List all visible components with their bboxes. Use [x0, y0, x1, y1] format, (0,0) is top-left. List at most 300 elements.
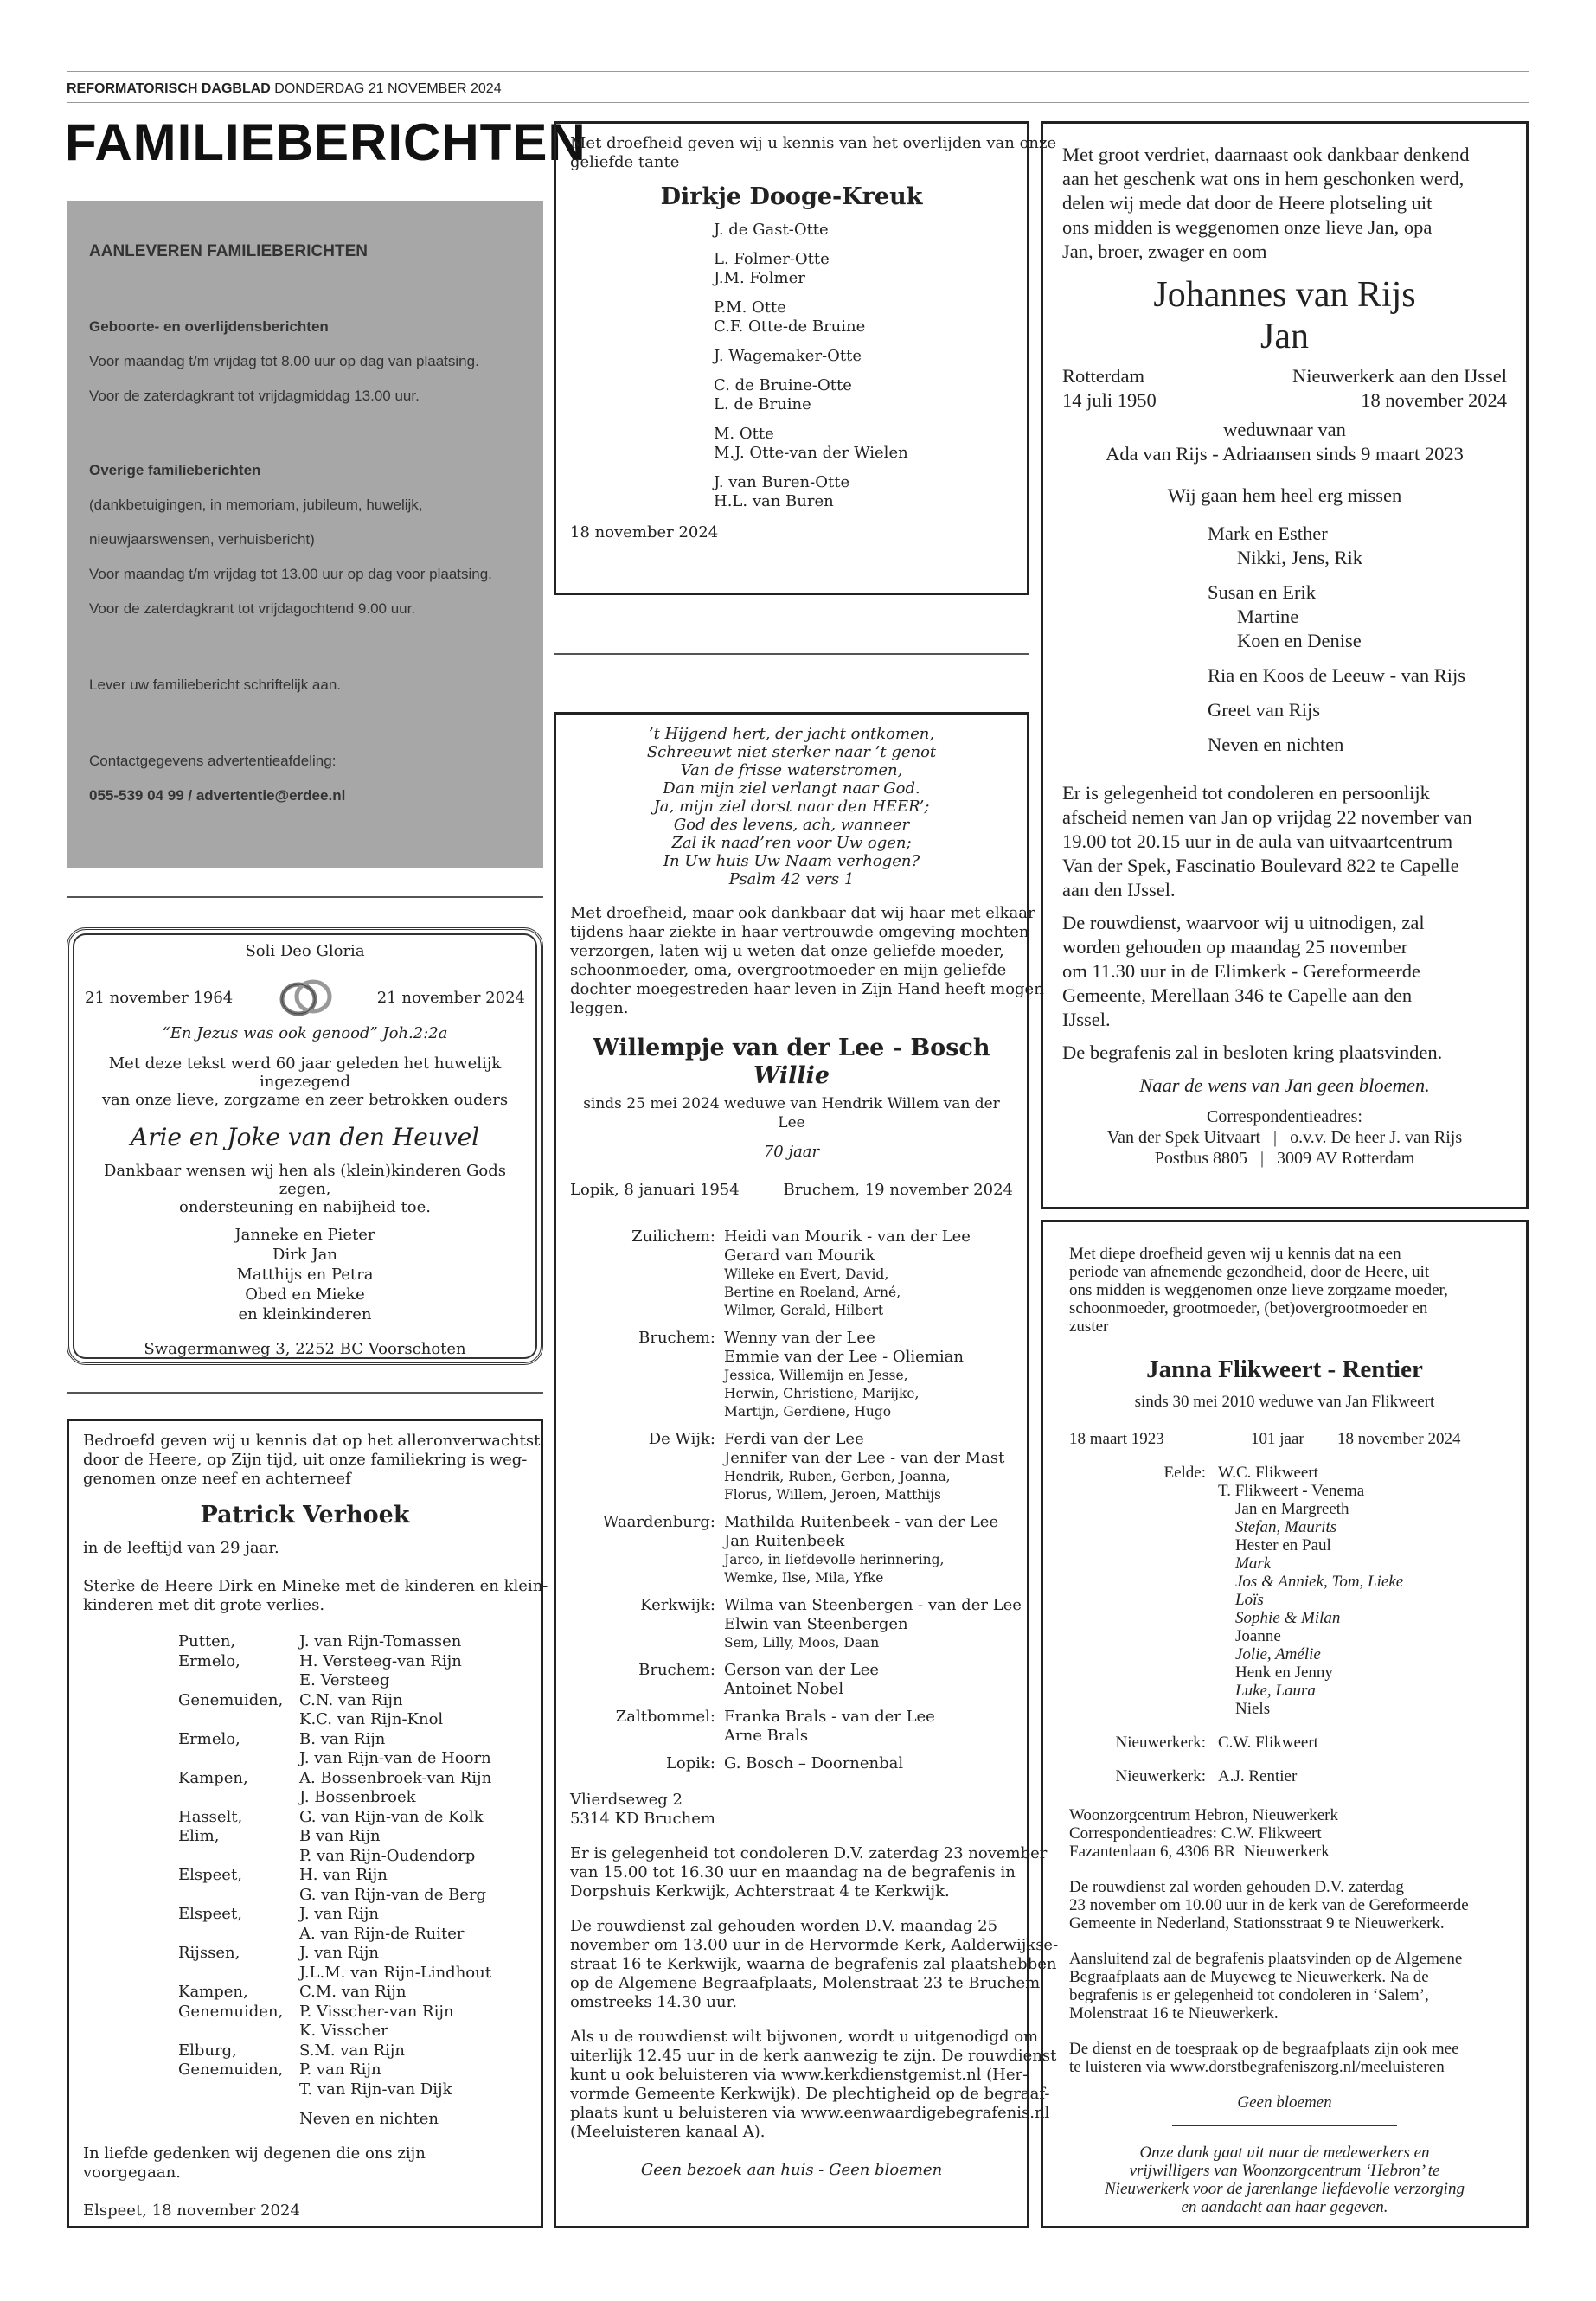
service-line: De rouwdienst zal gehouden worden D.V. maandag 25	[570, 1917, 998, 1935]
janna-eelde-label: Eelde:	[1163, 1464, 1206, 1482]
janna-widow: sinds 30 mei 2010 weduwe van Jan Flikweert	[1134, 1393, 1435, 1411]
online-line: (Meeluisteren kanaal A).	[570, 2123, 766, 2141]
service-line: op de Algemene Begraafplaats, Molenstraat 23 te Bruchem	[570, 1974, 1041, 1992]
anniversary-family-5: en kleinkinderen	[238, 1305, 372, 1324]
patrick-intro-1: Bedroefd geven wij u kennis dat op het alleronverwachtst	[83, 1432, 541, 1450]
jan-widower-1: weduwnaar van	[1223, 419, 1346, 440]
service-line: november om 13.00 uur in de Hervormde Kerk, Aalderwijkse-	[570, 1936, 1059, 1954]
patrick-relative: J. van Rijn	[299, 1944, 379, 1962]
patrick-nephews: Neven en nichten	[299, 2110, 439, 2128]
dirkje-family-group	[714, 221, 1013, 240]
willie-address-2: 5314 KD Bruchem	[570, 1810, 715, 1828]
jan-relative: Ria en Koos de Leeuw - van Rijs	[1208, 664, 1466, 686]
patrick-relative: J.L.M. van Rijn-Lindhout	[299, 1963, 491, 1982]
patrick-place	[178, 1964, 299, 1984]
dirkje-family-group	[714, 473, 1013, 511]
willie-psalm	[570, 725, 1013, 888]
condole-line: Er is gelegenheid tot condoleren en persoonlijk	[1062, 782, 1430, 804]
anniversary-family-4: Obed en Mieke	[245, 1285, 365, 1304]
janna-relative: Joanne	[1235, 1627, 1281, 1645]
jan-family-group	[1208, 733, 1507, 757]
willie-grandchildren: Florus, Willem, Jeroen, Matthijs	[724, 1487, 941, 1503]
jan-miss: Wij gaan hem heel erg missen	[1167, 484, 1402, 506]
willie-relative: Emmie van der Lee - Oliemian	[724, 1348, 964, 1366]
header-rule	[67, 71, 1529, 72]
service-line: straat 16 te Kerkwijk, waarna de begrafenis zal plaatshebben	[570, 1955, 1057, 1973]
jan-flowers: Naar de wens van Jan geen bloemen.	[1139, 1074, 1430, 1096]
janna-burial	[1069, 1950, 1500, 2022]
intro-line: schoonmoeder, grootmoeder, (bet)overgrootmoeder en	[1069, 1299, 1428, 1317]
online-line: De dienst en de toespraak op de begraafplaats zijn ook mee	[1069, 2040, 1459, 2058]
patrick-family-list	[178, 1632, 527, 2099]
jan-family-group	[1208, 522, 1507, 570]
willie-grandchildren: Bertine en Roeland, Arné,	[724, 1285, 901, 1300]
online-line: vormde Gemeente Kerkwijk). De plechtigheid op de begraaf-	[570, 2085, 1050, 2103]
patrick-place	[178, 1847, 299, 1867]
janna-relative: Henk en Jenny	[1235, 1663, 1333, 1682]
willie-family-place: Bruchem:	[638, 1329, 715, 1347]
thanks-line: Onze dank gaat uit naar de medewerkers en	[1139, 2144, 1430, 2162]
janna-relative: Stefan, Maurits	[1235, 1518, 1337, 1536]
jan-family-group	[1208, 663, 1507, 688]
willie-family-place: Bruchem:	[638, 1661, 715, 1679]
service-line: De rouwdienst zal worden gehouden D.V. zaterdag	[1069, 1878, 1404, 1896]
willie-grandchildren: Wilmer, Gerald, Hilbert	[724, 1303, 884, 1318]
dirkje-family-list	[714, 221, 1013, 511]
header-date: DONDERDAG 21 NOVEMBER 2024	[274, 81, 502, 96]
jan-corr-2: Postbus 8805 | 3009 AV Rotterdam	[1154, 1149, 1415, 1168]
janna-relative: W.C. Flikweert	[1218, 1464, 1318, 1482]
willie-relative: Wilma van Steenbergen - van der Lee	[724, 1596, 1022, 1614]
jan-died-date: 18 november 2024	[1361, 389, 1507, 411]
patrick-memory: In liefde gedenken wij degenen die ons zijn voorgegaan.	[83, 2144, 426, 2182]
dirkje-family-group	[714, 298, 1013, 336]
willie-relative: Antoinet Nobel	[724, 1680, 844, 1698]
service-line: De rouwdienst, waarvoor wij u uitnodigen, zal	[1062, 912, 1425, 933]
patrick-relative: A. Bossenbroek-van Rijn	[299, 1768, 492, 1787]
dirkje-notice	[554, 121, 1057, 595]
patrick-place: Putten,	[178, 1632, 236, 1650]
info-birth-line2: Voor de zaterdagkrant tot vrijdagmiddag 13.00 uur.	[89, 388, 420, 404]
patrick-relative: H. Versteeg-van Rijn	[299, 1651, 462, 1670]
willie-family-place: Lopik:	[665, 1754, 715, 1772]
service-line: om 11.30 uur in de Elimkerk - Gereformeerde	[1062, 960, 1421, 982]
anniversary-date-left: 21 november 1964	[85, 988, 234, 1007]
condole-line: afscheid nemen van Jan op vrijdag 22 november van	[1062, 806, 1472, 828]
anniversary-notice	[67, 927, 543, 1365]
jan-relative: Greet van Rijs	[1208, 699, 1320, 721]
willie-family-group	[570, 1754, 1013, 1773]
thanks-line: en aandacht aan haar gegeven.	[1181, 2198, 1388, 2216]
condole-line: aan den IJssel.	[1062, 879, 1176, 901]
anniversary-names: Arie en Joke van den Heuvel	[130, 1123, 480, 1151]
header-rule-2	[67, 102, 1529, 103]
willie-grandchildren: Hendrik, Ruben, Gerben, Joanna,	[724, 1469, 951, 1484]
willie-family-group	[570, 1329, 1013, 1421]
willie-relative: Franka Brals - van der Lee	[724, 1708, 935, 1726]
patrick-place	[178, 2022, 299, 2041]
patrick-place-date: Elspeet, 18 november 2024	[83, 2202, 300, 2220]
dirkje-family-group	[714, 425, 1013, 463]
patrick-relative: J. van Rijn-Tomassen	[299, 1632, 462, 1650]
dirkje-intro-1: Met droefheid geven wij u kennis van het overlijden van onze	[570, 134, 1057, 152]
psalm-line: Schreeuwt niet sterker naar ’t genot	[646, 743, 937, 761]
willie-family-place: Kerkwijk:	[640, 1596, 715, 1614]
patrick-place: Elspeet,	[178, 1866, 242, 1884]
online-line: te luisteren via www.dorstbegrafeniszorg.nl/meeluisteren	[1069, 2058, 1445, 2076]
willie-grandchildren: Wemke, Ilse, Mila, Yfke	[724, 1570, 884, 1586]
janna-nk2: A.J. Rentier	[1218, 1767, 1298, 1785]
intro-line: delen wij mede dat door de Heere plotseling uit	[1062, 192, 1433, 214]
jan-died-place: Nieuwerkerk aan den IJssel	[1292, 365, 1507, 387]
willie-condole	[570, 1844, 1048, 1901]
willie-family-names	[724, 1329, 1013, 1421]
jan-name: Johannes van Rijs	[1153, 275, 1416, 315]
janna-nk1-label: Nieuwerkerk:	[1115, 1734, 1206, 1752]
willie-relative: Elwin van Steenbergen	[724, 1615, 908, 1633]
janna-died: 18 november 2024	[1337, 1430, 1461, 1448]
patrick-relative: P. van Rijn	[299, 2061, 381, 2079]
willie-grandchildren: Jarco, in liefdevolle herinnering,	[724, 1552, 945, 1567]
dirkje-relative: M.J. Otte-van der Wielen	[714, 444, 908, 462]
willie-family-names	[724, 1513, 1013, 1587]
willie-relative: Heidi van Mourik - van der Lee	[724, 1227, 971, 1246]
willie-relative: G. Bosch – Doornenbal	[724, 1754, 904, 1772]
dirkje-relative: M. Otte	[714, 425, 774, 443]
anniversary-date-right: 21 november 2024	[376, 988, 525, 1007]
willie-address-1: Vlierdseweg 2	[570, 1791, 683, 1809]
psalm-line: ’t Hijgend hert, der jacht ontkomen,	[648, 725, 935, 743]
patrick-place	[178, 1925, 299, 1945]
janna-relative: Sophie & Milan	[1235, 1609, 1341, 1627]
intro-line: zuster	[1069, 1317, 1109, 1336]
jan-family-list	[1208, 522, 1507, 757]
janna-intro	[1069, 1245, 1500, 1336]
patrick-relative: T. van Rijn-van Dijk	[299, 2080, 452, 2099]
janna-service	[1069, 1878, 1500, 1932]
willie-relative: Mathilda Ruitenbeek - van der Lee	[724, 1513, 999, 1531]
janna-divider	[1172, 2125, 1397, 2126]
jan-intro	[1062, 143, 1507, 264]
intro-line: dochter moegestreden haar leven in Zijn Hand heeft mogen	[570, 980, 1044, 998]
patrick-place: Kampen,	[178, 1768, 248, 1787]
jan-widower-2: Ada van Rijs - Adriaansen sinds 9 maart 2023	[1106, 443, 1464, 465]
intro-line: Met diepe droefheid geven wij u kennis dat na een	[1069, 1245, 1401, 1263]
jan-relative: Nikki, Jens, Rik	[1237, 547, 1363, 568]
psalm-line: Ja, mijn ziel dorst naar den HEER’;	[653, 798, 930, 816]
willie-relative: Jan Ruitenbeek	[724, 1532, 845, 1550]
wedding-rings-icon	[275, 977, 336, 1017]
info-other-line4: Voor de zaterdagkrant tot vrijdagochtend 9.00 uur.	[89, 600, 416, 617]
willie-nickname: Willie	[753, 1062, 830, 1089]
willie-name: Willempje van der Lee - Bosch	[593, 1035, 990, 1061]
janna-online	[1069, 2040, 1500, 2076]
patrick-relative: B. van Rijn	[299, 1729, 386, 1748]
thanks-line: vrijwilligers van Woonzorgcentrum ‘Hebron’ te	[1129, 2162, 1440, 2180]
info-other-heading: Overige familieberichten	[89, 462, 261, 478]
jan-family-group	[1208, 580, 1507, 653]
patrick-place: Genemuiden,	[178, 2061, 284, 2079]
patrick-place: Hasselt,	[178, 1807, 243, 1826]
patrick-relative: E. Versteeg	[299, 1671, 390, 1689]
jan-condole	[1062, 781, 1507, 902]
service-line: IJssel.	[1062, 1009, 1111, 1030]
patrick-intro-3: genomen onze neef en achterneef	[83, 1470, 351, 1488]
patrick-place	[178, 1788, 299, 1808]
willie-closing: Geen bezoek aan huis - Geen bloemen	[640, 2161, 943, 2179]
jan-born-place: Rotterdam	[1062, 365, 1144, 387]
willie-grandchildren: Herwin, Christiene, Marijke,	[724, 1386, 920, 1401]
patrick-place: Rijssen,	[178, 1944, 240, 1962]
jan-service	[1062, 911, 1507, 1032]
info-contact: 055-539 04 99 / advertentie@erdee.nl	[89, 787, 346, 804]
patrick-relative: B van Rijn	[299, 1827, 381, 1845]
intro-line: tijdens haar ziekte in haar vertrouwde omgeving mochten	[570, 923, 1029, 941]
willie-family-names	[724, 1661, 1013, 1699]
janna-age: 101 jaar	[1251, 1430, 1304, 1448]
info-written: Lever uw familiebericht schriftelijk aan.	[89, 676, 342, 693]
patrick-place	[178, 1710, 299, 1730]
willie-family-names	[724, 1227, 1013, 1320]
patrick-place: Ermelo,	[178, 1651, 240, 1670]
willie-family-place: De Wijk:	[648, 1430, 715, 1448]
willie-grandchildren: Martijn, Gerdiene, Hugo	[724, 1404, 892, 1420]
intro-line: aan het geschenk wat ons in hem geschonken werd,	[1062, 168, 1465, 189]
willie-family-group	[570, 1708, 1013, 1746]
psalm-line: Dan mijn ziel verlangt naar God.	[663, 779, 920, 798]
intro-line: verzorgen, laten wij u weten dat onze geliefde moeder,	[570, 942, 1004, 960]
dirkje-family-group	[714, 376, 1013, 414]
jan-born-date: 14 juli 1950	[1062, 389, 1157, 411]
service-line: worden gehouden op maandag 25 november	[1062, 936, 1408, 958]
jan-relative: Mark en Esther	[1208, 522, 1328, 544]
willie-relative: Jennifer van der Lee - van der Mast	[724, 1449, 1005, 1467]
patrick-age: in de leeftijd van 29 jaar.	[83, 1539, 279, 1557]
intro-line: Jan, broer, zwager en oom	[1062, 240, 1267, 262]
patrick-wish-1: Sterke de Heere Dirk en Mineke met de kinderen en klein-	[83, 1577, 548, 1595]
patrick-place: Ermelo,	[178, 1729, 240, 1748]
willie-widow: sinds 25 mei 2024 weduwe van Hendrik Willem van der Lee	[583, 1095, 1000, 1131]
divider-mid-1	[554, 653, 1029, 655]
willie-relative: Wenny van der Lee	[724, 1329, 875, 1347]
dirkje-name: Dirkje Dooge-Kreuk	[660, 183, 923, 210]
psalm-line: Psalm 42 vers 1	[728, 870, 855, 888]
willie-family-place: Zaltbommel:	[615, 1708, 715, 1726]
jan-corr-label: Correspondentieadres:	[1207, 1107, 1362, 1126]
dirkje-relative: J. van Buren-Otte	[714, 473, 850, 491]
patrick-relative: P. van Rijn-Oudendorp	[299, 1846, 476, 1865]
burial-line: Begraafplaats aan de Muyeweg te Nieuwerkerk. Na de	[1069, 1968, 1429, 1986]
willie-grandchildren: Willeke en Evert, David,	[724, 1266, 889, 1282]
willie-family-names	[724, 1596, 1022, 1652]
patrick-relative: S.M. van Rijn	[299, 2041, 405, 2060]
dirkje-date: 18 november 2024	[570, 523, 719, 542]
willie-online	[570, 2028, 1057, 2142]
willie-intro	[570, 904, 1044, 1018]
condole-line: Er is gelegenheid tot condoleren D.V. zaterdag 23 november	[570, 1844, 1048, 1862]
patrick-place: Elburg,	[178, 2041, 237, 2060]
online-line: plaats kunt u beluisteren via www.eenwaardigebegrafenis.nl	[570, 2104, 1050, 2122]
paper-name: REFORMATORISCH DAGBLAD	[67, 81, 271, 96]
anniversary-family-3: Matthijs en Petra	[236, 1266, 374, 1284]
dirkje-relative: P.M. Otte	[714, 298, 786, 317]
info-contact-label: Contactgegevens advertentieafdeling:	[89, 753, 337, 769]
janna-eelde-list	[1218, 1464, 1500, 1718]
psalm-line: Zal ik naad’ren voor Uw ogen;	[671, 834, 912, 852]
jan-corr-1: Van der Spek Uitvaart | o.v.v. De heer J. van Rijs	[1106, 1128, 1463, 1147]
willie-relative: Gerard van Mourik	[724, 1247, 875, 1265]
janna-addr-1: Woonzorgcentrum Hebron, Nieuwerkerk	[1069, 1806, 1338, 1824]
jan-relative: Neven en nichten	[1208, 734, 1344, 755]
online-line: uiterlijk 12.45 uur in de kerk aanwezig te zijn. De rouwdienst	[570, 2047, 1057, 2065]
burial-line: Molenstraat 16 te Nieuwerkerk.	[1069, 2004, 1279, 2022]
patrick-relative: H. van Rijn	[299, 1866, 388, 1884]
willie-family-group	[570, 1661, 1013, 1699]
burial-line: begrafenis is er gelegenheid tot condoleren in ‘Salem’,	[1069, 1986, 1429, 2004]
patrick-place: Kampen,	[178, 1983, 248, 2001]
dirkje-family-group	[714, 250, 1013, 288]
janna-relative: Mark	[1235, 1554, 1272, 1573]
janna-flowers: Geen bloemen	[1237, 2093, 1332, 2112]
willie-family-place: Waardenburg:	[602, 1513, 715, 1531]
dirkje-relative: J. Wagemaker-Otte	[714, 347, 862, 365]
patrick-place	[178, 1671, 299, 1691]
janna-relative: T. Flikweert - Venema	[1218, 1482, 1365, 1500]
patrick-place: Genemuiden,	[178, 1690, 284, 1709]
dirkje-relative: L. de Bruine	[714, 395, 811, 413]
jan-family-group	[1208, 698, 1507, 722]
willie-family-names	[724, 1754, 1013, 1773]
willie-relative: Ferdi van der Lee	[724, 1430, 864, 1448]
anniversary-family-1: Janneke en Pieter	[234, 1226, 375, 1244]
willie-notice	[554, 712, 1059, 2228]
janna-nk1: C.W. Flikweert	[1218, 1734, 1318, 1752]
psalm-line: Van de frisse waterstromen,	[680, 761, 903, 779]
willie-died: Bruchem, 19 november 2024	[783, 1181, 1013, 1199]
willie-family-group	[570, 1513, 1013, 1587]
dirkje-relative: H.L. van Buren	[714, 492, 834, 510]
willie-service	[570, 1917, 1059, 2012]
janna-born: 18 maart 1923	[1069, 1430, 1164, 1448]
psalm-line: In Uw huis Uw Naam verhogen?	[663, 852, 920, 870]
dirkje-relative: J.M. Folmer	[714, 269, 805, 287]
intro-line: ons midden is weggenomen onze lieve zorgzame moeder,	[1069, 1281, 1448, 1299]
patrick-place: Elspeet,	[178, 1905, 242, 1923]
service-line: Gemeente in Nederland, Stationsstraat 9 te Nieuwerkerk.	[1069, 1914, 1445, 1932]
condole-line: 19.00 tot 20.15 uur in de aula van uitvaartcentrum	[1062, 830, 1453, 852]
patrick-place	[178, 1886, 299, 1906]
info-birth-line1: Voor maandag t/m vrijdag tot 8.00 uur op dag van plaatsing.	[89, 353, 479, 369]
anniversary-thanks-2: ondersteuning en nabijheid toe.	[179, 1198, 431, 1216]
info-box	[67, 201, 543, 868]
janna-relative: Jos & Anniek, Tom, Lieke	[1235, 1573, 1404, 1591]
condole-line: van 15.00 tot 16.30 uur en maandag na de begrafenis in	[570, 1863, 1016, 1881]
intro-line: leggen.	[570, 999, 629, 1017]
patrick-intro-2: door de Heere, op Zijn tijd, uit onze familiekring is weg-	[83, 1451, 528, 1469]
janna-relative: Jan en Margreeth	[1235, 1500, 1349, 1518]
patrick-place	[178, 1749, 299, 1769]
janna-relative: Loïs	[1235, 1591, 1264, 1609]
patrick-notice	[67, 1419, 548, 2228]
intro-line: ons midden is weggenomen onze lieve Jan, opa	[1062, 216, 1433, 238]
patrick-relative: J. van Rijn-van de Hoorn	[299, 1749, 491, 1767]
thanks-line: Nieuwerkerk voor de jarenlange liefdevolle verzorging	[1105, 2180, 1465, 2198]
burial-line: Aansluitend zal de begrafenis plaatsvinden op de Algemene	[1069, 1950, 1463, 1968]
online-line: kunt u ook beluisteren via www.kerkdienstgemist.nl (Her-	[570, 2066, 1029, 2084]
jan-notice	[1041, 121, 1529, 1209]
patrick-relative: G. van Rijn-van de Kolk	[299, 1807, 484, 1826]
willie-family-place: Zuilichem:	[631, 1227, 715, 1246]
info-birth-heading: Geboorte- en overlijdensberichten	[89, 318, 329, 335]
dirkje-relative: L. Folmer-Otte	[714, 250, 830, 268]
willie-age: 70 jaar	[763, 1143, 820, 1161]
info-heading: AANLEVEREN FAMILIEBERICHTEN	[89, 242, 368, 260]
janna-relative: Luke, Laura	[1235, 1682, 1316, 1700]
patrick-place: Elim,	[178, 1827, 220, 1845]
intro-line: periode van afnemende gezondheid, door de Heere, uit	[1069, 1263, 1430, 1281]
patrick-place: Genemuiden,	[178, 2002, 284, 2021]
patrick-relative: J. Bossenbroek	[299, 1788, 416, 1806]
willie-family-list	[570, 1227, 1022, 1773]
janna-thanks	[1069, 2144, 1500, 2216]
willie-family-group	[570, 1596, 1022, 1652]
page-header	[67, 81, 502, 97]
service-line: 23 november om 10.00 uur in de kerk van de Gereformeerde	[1069, 1896, 1469, 1914]
info-other-line3: Voor maandag t/m vrijdag tot 13.00 uur op dag voor plaatsing.	[89, 566, 492, 582]
janna-addr-3: Fazantenlaan 6, 4306 BR Nieuwerkerk	[1069, 1843, 1330, 1861]
willie-family-group	[570, 1430, 1013, 1504]
info-other-line2: nieuwjaarswensen, verhuisbericht)	[89, 531, 315, 548]
jan-burial: De begrafenis zal in besloten kring plaatsvinden.	[1062, 1042, 1443, 1063]
jan-relative: Martine	[1237, 606, 1299, 627]
janna-relative: Jolie, Amélie	[1235, 1645, 1321, 1663]
psalm-line: God des levens, ach, wanneer	[673, 816, 910, 834]
anniversary-intro-1: Met deze tekst werd 60 jaar geleden het huwelijk ingezegend	[108, 1054, 502, 1091]
jan-relative: Susan en Erik	[1208, 581, 1316, 603]
janna-addr-2: Correspondentieadres: C.W. Flikweert	[1069, 1824, 1322, 1843]
anniversary-family-2: Dirk Jan	[272, 1246, 337, 1264]
patrick-relative: C.M. van Rijn	[299, 1983, 407, 2001]
patrick-relative: G. van Rijn-van de Berg	[299, 1885, 487, 1904]
divider-left-2	[67, 1392, 543, 1394]
info-other-line1: (dankbetuigingen, in memoriam, jubileum, huwelijk,	[89, 497, 423, 513]
dirkje-relative: J. de Gast-Otte	[714, 221, 829, 239]
anniversary-thanks-1: Dankbaar wensen wij hen als (klein)kinderen Gods zegen,	[104, 1162, 506, 1198]
janna-relative: Niels	[1235, 1700, 1271, 1718]
janna-name: Janna Flikweert - Rentier	[1146, 1356, 1423, 1383]
patrick-relative: C.N. van Rijn	[299, 1690, 403, 1709]
dirkje-family-group	[714, 347, 1013, 366]
patrick-relative: K. Visscher	[299, 2022, 388, 2040]
intro-line: Met groot verdriet, daarnaast ook dankbaar denkend	[1062, 144, 1470, 165]
willie-grandchildren: Sem, Lilly, Moos, Daan	[724, 1635, 880, 1650]
section-title: FAMILIEBERICHTEN	[65, 113, 586, 171]
condole-line: Dorpshuis Kerkwijk, Achterstraat 4 te Kerkwijk.	[570, 1882, 950, 1900]
intro-line: schoonmoeder, oma, overgrootmoeder en mijn geliefde	[570, 961, 1007, 979]
dirkje-relative: C. de Bruine-Otte	[714, 376, 852, 394]
janna-relative: Hester en Paul	[1235, 1536, 1331, 1554]
anniversary-address: Swagermanweg 3, 2252 BC Voorschoten	[144, 1340, 466, 1358]
anniversary-motto: Soli Deo Gloria	[245, 942, 365, 960]
patrick-relative: K.C. van Rijn-Knol	[299, 1710, 444, 1728]
jan-relative: Koen en Denise	[1237, 630, 1362, 651]
janna-nk2-label: Nieuwerkerk:	[1115, 1767, 1206, 1785]
patrick-place	[178, 2080, 299, 2100]
willie-relative: Arne Brals	[724, 1727, 809, 1745]
willie-family-group	[570, 1227, 1013, 1320]
anniversary-quote: “En Jezus was ook genood” Joh.2:2a	[162, 1024, 448, 1042]
online-line: Als u de rouwdienst wilt bijwonen, wordt u uitgenodigd om	[570, 2028, 1039, 2046]
